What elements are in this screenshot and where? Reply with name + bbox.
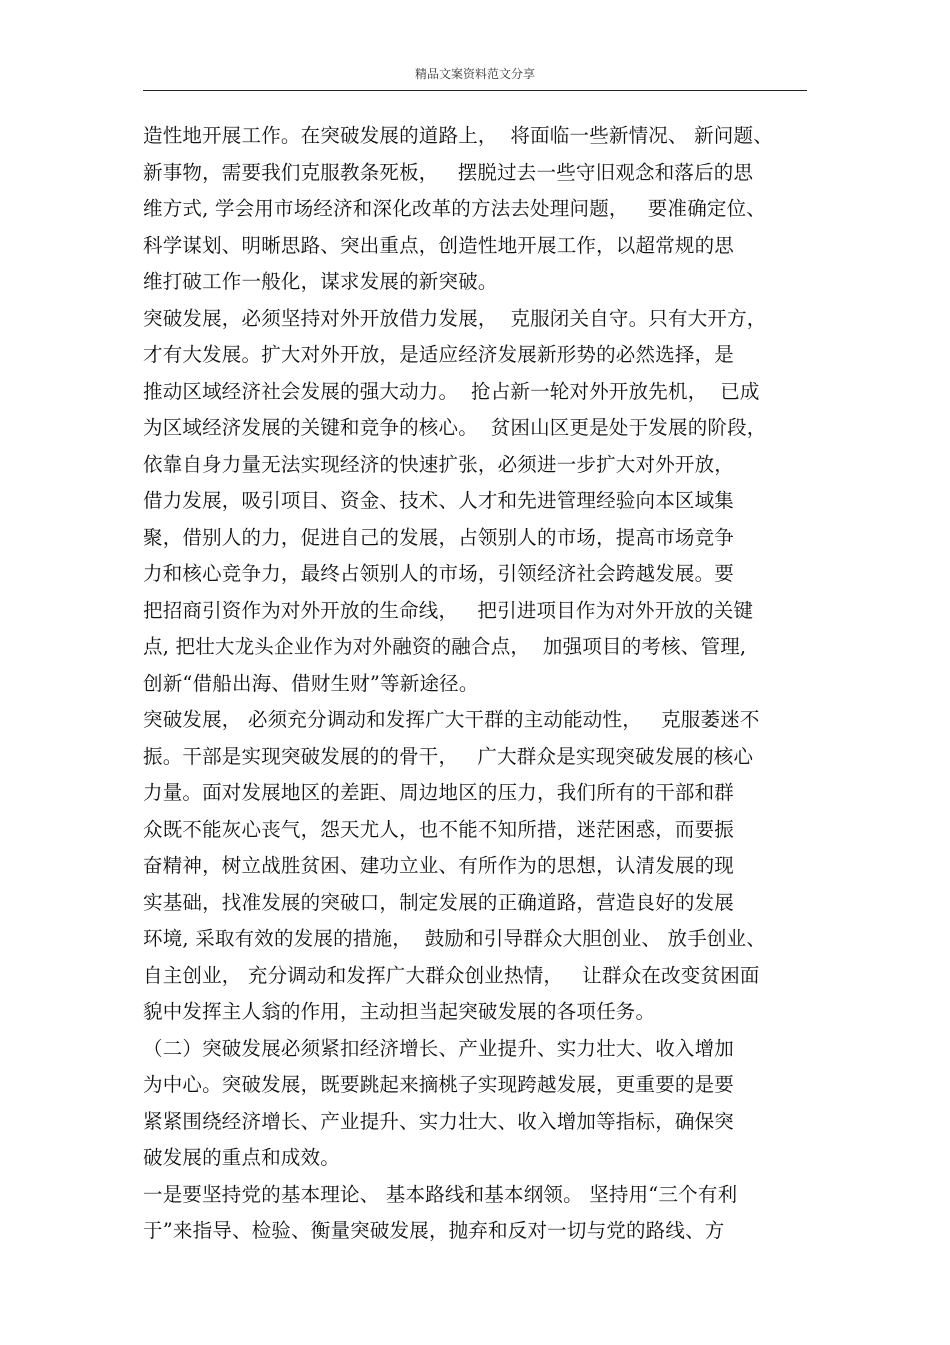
- text-line: 创新“借船出海、借财生财”等新途径。: [143, 671, 479, 695]
- text-line: 实基础，找准发展的突破口，制定发展的正确道路，营造良好的发展: [143, 890, 735, 914]
- text-line: 于”来指导、检验、衡量突破发展，抛弃和反对一切与党的路线、方: [143, 1219, 725, 1242]
- text-line: 为中心。突破发展，既要跳起来摘桃子实现跨越发展，更重要的是要: [143, 1073, 735, 1096]
- text-line: 聚，借别人的力，促进自己的发展，占领别人的市场，提高市场竞争: [143, 525, 735, 549]
- text-line: 突破发展，必须坚持对外开放借力发展， 克服闭关自守。只有大开方，: [143, 306, 767, 330]
- page-header: 精品文案资料范文分享: [414, 67, 535, 81]
- text-line: 力和核心竞争力，最终占领别人的市场，引领经济社会跨越发展。要: [143, 562, 735, 585]
- text-line: 一是要坚持党的基本理论、 基本路线和基本纲领。 坚持用“三个有利: [143, 1182, 738, 1206]
- text-line: 维打破工作一般化，谋求发展的新突破。: [143, 270, 498, 293]
- text-line: 振。干部是实现突破发展的的骨干， 广大群众是实现突破发展的核心: [143, 744, 754, 768]
- text-line: 借力发展，吸引项目、资金、技术、人才和先进管理经验向本区域集: [143, 489, 735, 512]
- text-line: 貌中发挥主人翁的作用，主动担当起突破发展的各项任务。: [143, 1000, 656, 1023]
- text-line: （二）突破发展必须紧扣经济增长、产业提升、实力壮大、收入增加: [143, 1036, 735, 1060]
- document-body: [143, 118, 823, 1250]
- text-line: 维方式, 学会用市场经济和深化改革的方法去处理问题， 要准确定位、: [143, 197, 766, 220]
- text-line: 众既不能灰心丧气，怨天尤人，也不能不知所措，迷茫困惑，而要振: [143, 817, 735, 841]
- text-line: 突破发展， 必须充分调动和发挥广大干群的主动能动性， 克服萎迷不: [143, 708, 760, 731]
- text-line: 推动区域经济社会发展的强大动力。 抢占新一轮对外开放先机， 已成: [143, 379, 760, 403]
- text-line: 点, 把壮大龙头企业作为对外融资的融合点， 加强项目的考核、管理,: [143, 635, 747, 658]
- text-line: 环境, 采取有效的发展的措施， 鼓励和引导群众大胆创业、 放手创业、: [143, 927, 766, 950]
- text-line: 造性地开展工作。在突破发展的道路上， 将面临一些新情况、 新问题、: [143, 124, 773, 147]
- text-line: 破发展的重点和成效。: [143, 1146, 341, 1169]
- text-line: 科学谋划、明晰思路、突出重点，创造性地开展工作，以超常规的思: [143, 233, 735, 257]
- header-divider: [143, 90, 807, 91]
- text-line: 奋精神，树立战胜贫困、建功立业、有所作为的思想，认清发展的现: [143, 854, 735, 877]
- text-line: 力量。面对发展地区的差距、周边地区的压力，我们所有的干部和群: [143, 781, 735, 804]
- text-line: 才有大发展。扩大对外开放，是适应经济发展新形势的必然选择，是: [143, 343, 735, 366]
- text-line: 新事物，需要我们克服教条死板， 摆脱过去一些守旧观念和落后的思: [143, 160, 754, 184]
- text-line: 自主创业， 充分调动和发挥广大群众创业热情， 让群众在改变贫困面: [143, 963, 760, 987]
- text-line: 把招商引资作为对外开放的生命线， 把引进项目作为对外开放的关键: [143, 598, 754, 622]
- text-line: 为区域经济发展的关键和竞争的核心。 贫困山区更是处于发展的阶段，: [143, 416, 767, 439]
- text-line: 紧紧围绕经济增长、产业提升、实力壮大、收入增加等指标，确保突: [143, 1109, 735, 1133]
- text-line: 依靠自身力量无法实现经济的快速扩张，必须进一步扩大对外开放，: [143, 452, 735, 476]
